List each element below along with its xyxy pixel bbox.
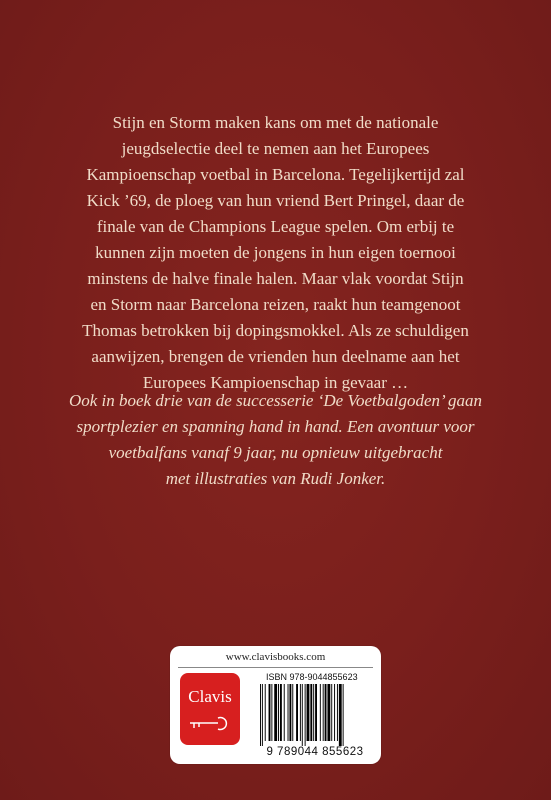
barcode-bar	[300, 684, 301, 741]
barcode-bar	[320, 684, 321, 741]
barcode-label	[170, 646, 381, 764]
blurb-line: Thomas betrokken bij dopingsmokkel. Als ze schuldigen	[82, 321, 469, 340]
blurb-line: Kampioenschap voetbal in Barcelona. Tegelijkertijd zal	[86, 165, 465, 184]
barcode-bar	[310, 684, 312, 741]
barcode-bar	[265, 684, 266, 741]
barcode	[258, 684, 375, 746]
barcode-bar	[339, 684, 342, 746]
tagline-line: sportplezier en spanning hand in hand. Een avontuur voor	[76, 417, 475, 436]
barcode-bar	[331, 684, 332, 741]
blurb-line: en Storm naar Barcelona reizen, raakt hun teamgenoot	[90, 295, 461, 314]
blurb-line: kunnen zijn moeten de jongens in hun eigen toernooi	[95, 243, 456, 262]
barcode-bar	[292, 684, 293, 741]
barcode-bar	[334, 684, 335, 741]
blurb-text	[70, 110, 481, 396]
blurb-line: Europees Kampioenschap in gevaar …	[142, 373, 409, 392]
barcode-bar	[271, 684, 272, 741]
blurb-line: Kick ’69, de ploeg van hun vriend Bert Pringel, daar de	[86, 191, 465, 210]
tagline-text	[62, 388, 489, 492]
barcode-bar	[262, 684, 263, 746]
barcode-bar	[288, 684, 289, 741]
isbn-text: ISBN 978-9044855623	[266, 672, 358, 682]
barcode-bar	[327, 684, 330, 741]
barcode-bar	[280, 684, 282, 741]
barcode-bar	[296, 684, 298, 741]
barcode-bar	[307, 684, 310, 741]
barcode-bar	[323, 684, 324, 741]
tagline-line: Ook in boek drie van de successerie ‘De Voetbalgoden’ gaan	[68, 391, 483, 410]
barcode-bar	[325, 684, 327, 741]
barcode-bar	[315, 684, 317, 741]
tagline-line: met illustraties van Rudi Jonker.	[165, 469, 386, 488]
barcode-bar	[337, 684, 338, 741]
barcode-bar	[278, 684, 279, 741]
barcode-bar	[343, 684, 344, 746]
barcode-bar	[260, 684, 261, 746]
blurb-line: finale van de Champions League spelen. Om erbij te	[96, 217, 455, 236]
barcode-bar	[289, 684, 291, 741]
blurb-line: minstens de halve finale halen. Maar vlak voordat Stijn	[87, 269, 464, 288]
barcode-bar	[274, 684, 277, 741]
publisher-url: www.clavisbooks.com	[225, 651, 326, 663]
blurb-line: jeugdselectie deel te nemen aan het Europees	[121, 139, 430, 158]
blurb-line: aanwijzen, brengen de vrienden hun deelname aan het	[91, 347, 460, 366]
barcode-bar	[284, 684, 285, 741]
key-icon	[180, 715, 240, 735]
barcode-bar	[313, 684, 314, 741]
barcode-bar	[302, 684, 303, 746]
publisher-logo	[180, 673, 240, 745]
blurb-line: Stijn en Storm maken kans om met de nationale	[112, 113, 439, 132]
publisher-name: Clavis	[188, 687, 232, 706]
barcode-bar	[269, 684, 271, 741]
label-divider	[178, 667, 373, 668]
ean-number: 9 789044 855623	[266, 746, 364, 758]
tagline-line: voetbalfans vanaf 9 jaar, nu opnieuw uitgebracht	[108, 443, 443, 462]
barcode-bar	[305, 684, 306, 746]
